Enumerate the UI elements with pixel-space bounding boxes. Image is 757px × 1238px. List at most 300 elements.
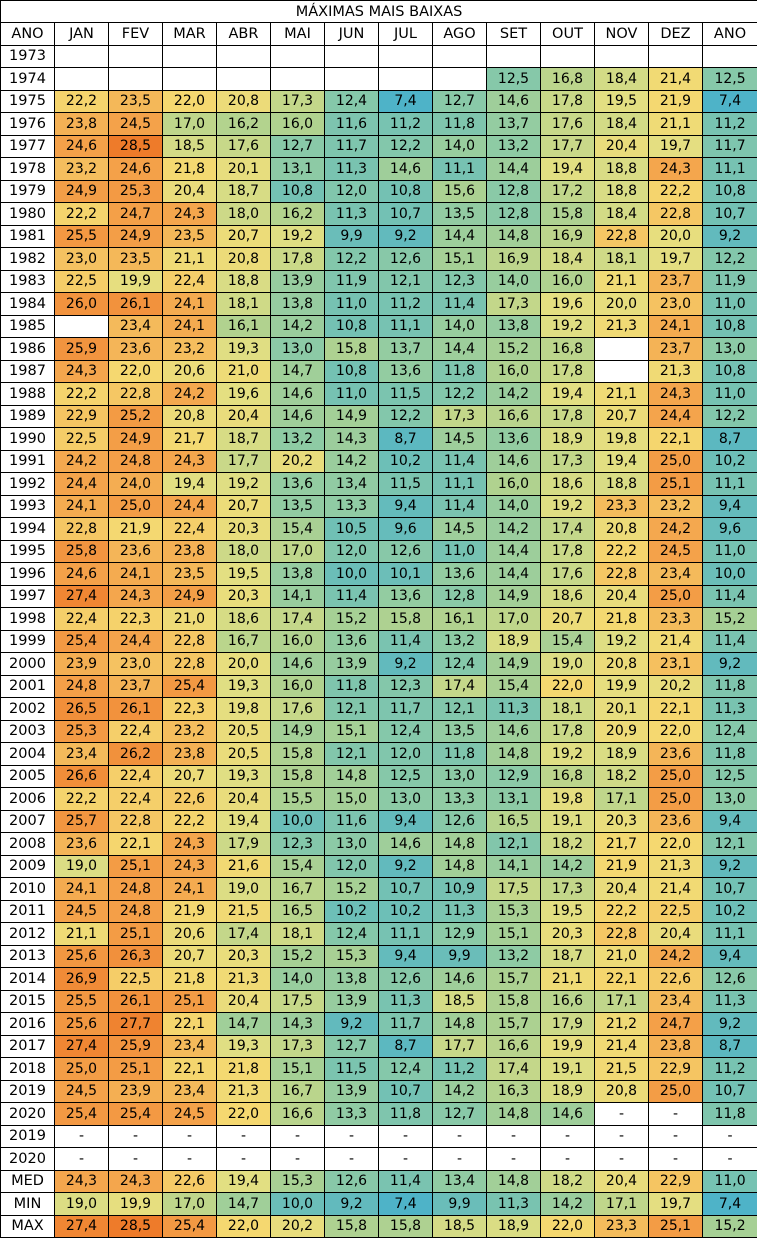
table-cell: 21,2 [595,1013,649,1036]
table-cell: 11,8 [433,113,487,136]
table-cell: 9,2 [379,225,433,248]
table-cell: 9,6 [703,518,757,541]
table-cell: 19,7 [649,248,703,271]
table-cell: 14,6 [433,968,487,991]
table-cell: 25,0 [649,788,703,811]
table-cell: 14,7 [217,1193,271,1216]
row-label: 2008 [1,833,55,856]
table-cell: 12,2 [379,405,433,428]
table-cell: 22,2 [55,788,109,811]
table-cell: 12,1 [325,743,379,766]
table-cell: 15,6 [433,180,487,203]
table-cell: 15,5 [271,788,325,811]
table-cell: 16,7 [271,878,325,901]
table-cell: 21,0 [163,608,217,631]
table-cell: 25,6 [55,945,109,968]
table-cell: 20,5 [217,720,271,743]
table-cell: 25,4 [55,1103,109,1126]
table-cell: 18,8 [595,473,649,496]
table-cell: 11,0 [433,540,487,563]
table-cell: 11,5 [379,383,433,406]
table-cell: 24,3 [163,450,217,473]
table-cell [271,45,325,68]
table-cell: 14,4 [487,158,541,181]
table-cell: 12,7 [433,1103,487,1126]
table-cell: 17,4 [487,1058,541,1081]
table-cell: 9,2 [379,653,433,676]
table-cell [379,68,433,91]
table-cell: 22,2 [163,810,217,833]
table-cell: 26,9 [55,968,109,991]
table-cell: 19,5 [217,563,271,586]
table-cell: 11,8 [433,743,487,766]
table-row [1,653,757,676]
table-cell: 12,1 [433,698,487,721]
table-cell: 18,8 [217,270,271,293]
table-cell: 24,3 [649,158,703,181]
table-cell: 20,3 [541,923,595,946]
table-cell: 24,1 [163,878,217,901]
table-row [1,743,757,766]
table-cell: - [595,1148,649,1171]
table-cell: 18,0 [217,540,271,563]
table-cell: 9,4 [703,945,757,968]
table-cell: 17,9 [217,833,271,856]
row-label: 2001 [1,675,55,698]
table-cell: 22,0 [541,675,595,698]
table-cell: 19,4 [217,1170,271,1193]
table-cell: 23,9 [109,1080,163,1103]
table-row [1,203,757,226]
column-header: DEZ [649,23,703,46]
row-label: MED [1,1170,55,1193]
table-cell: 11,0 [325,383,379,406]
column-header: MAR [163,23,217,46]
table-cell: 12,7 [433,90,487,113]
table-cell: 24,5 [649,540,703,563]
row-label: 1988 [1,383,55,406]
table-cell: 22,2 [55,203,109,226]
table-cell: 22,0 [109,360,163,383]
table-cell: 21,3 [217,1080,271,1103]
table-cell: 28,5 [109,135,163,158]
table-cell: 25,5 [55,225,109,248]
table-cell: 14,8 [487,743,541,766]
table-cell: 13,8 [487,315,541,338]
table-cell: 25,1 [109,923,163,946]
row-label: 1978 [1,158,55,181]
table-cell: 15,8 [271,743,325,766]
table-cell: 15,3 [325,945,379,968]
table-cell: 14,6 [487,90,541,113]
table-cell: 11,8 [703,675,757,698]
row-label: 1984 [1,293,55,316]
table-row [1,675,757,698]
table-cell: 23,0 [649,293,703,316]
table-cell: 12,6 [379,248,433,271]
table-cell [325,45,379,68]
row-label: 2019 [1,1080,55,1103]
table-cell: 12,3 [271,833,325,856]
table-row [1,405,757,428]
table-cell: 18,4 [595,113,649,136]
table-cell: 12,2 [703,405,757,428]
table-cell: 11,0 [703,293,757,316]
table-cell: 23,6 [649,743,703,766]
table-cell: 15,2 [325,608,379,631]
row-label: 2004 [1,743,55,766]
table-cell: 20,8 [595,1080,649,1103]
table-cell: 15,1 [325,720,379,743]
table-cell: 22,4 [109,788,163,811]
table-cell: 17,3 [433,405,487,428]
table-cell: 11,7 [325,135,379,158]
table-cell: 17,1 [595,1193,649,1216]
table-cell: 22,9 [649,1058,703,1081]
table-cell: 18,1 [217,293,271,316]
table-row [1,720,757,743]
table-cell: - [217,1125,271,1148]
table-row [1,315,757,338]
column-header: FEV [109,23,163,46]
table-cell: 14,2 [433,1080,487,1103]
table-cell: 14,9 [271,720,325,743]
column-header: AGO [433,23,487,46]
table-cell: 22,2 [595,540,649,563]
table-cell: 9,2 [703,653,757,676]
column-header: SET [487,23,541,46]
table-cell: 12,5 [379,765,433,788]
table-cell: 23,5 [163,563,217,586]
table-cell: 18,4 [541,248,595,271]
table-cell: 24,3 [163,855,217,878]
table-cell: 23,9 [55,653,109,676]
table-cell: 10,8 [703,315,757,338]
table-cell: 22,8 [649,203,703,226]
table-cell: 10,0 [271,810,325,833]
table-cell: 11,9 [325,270,379,293]
table-cell: 14,7 [271,360,325,383]
table-cell: 9,6 [379,518,433,541]
table-cell: - [379,1125,433,1148]
table-cell: 20,7 [217,225,271,248]
table-cell: 22,0 [541,1215,595,1238]
row-label: 2006 [1,788,55,811]
table-cell: 19,1 [541,1058,595,1081]
table-cell: 21,4 [649,630,703,653]
table-cell [325,68,379,91]
table-cell: 24,3 [649,383,703,406]
table-cell: 25,8 [55,540,109,563]
table-cell: 27,4 [55,1035,109,1058]
table-cell: 13,5 [433,203,487,226]
table-cell: 11,1 [379,923,433,946]
table-cell: 23,4 [163,1035,217,1058]
table-row [1,225,757,248]
table-cell: 25,5 [55,990,109,1013]
table-cell: - [595,1103,649,1126]
table-cell: 16,0 [487,473,541,496]
table-cell: 12,2 [379,135,433,158]
table-cell: 22,5 [109,968,163,991]
row-label: 1990 [1,428,55,451]
table-cell: 17,7 [433,1035,487,1058]
table-cell: 22,8 [595,225,649,248]
table-cell: 22,3 [163,698,217,721]
table-cell: 24,6 [55,135,109,158]
table-cell: 23,2 [163,720,217,743]
table-cell: 19,5 [595,90,649,113]
table-cell: 9,4 [379,945,433,968]
table-cell: 13,3 [325,1103,379,1126]
table-cell: 12,4 [379,720,433,743]
table-row [1,158,757,181]
table-cell: 12,7 [271,135,325,158]
row-label: 2018 [1,1058,55,1081]
table-row [1,608,757,631]
table-cell: 19,2 [217,473,271,496]
table-cell: 17,6 [217,135,271,158]
table-cell: 13,0 [379,788,433,811]
table-cell: 23,6 [55,833,109,856]
table-cell: 16,0 [271,630,325,653]
table-cell: 12,4 [325,90,379,113]
table-cell: 18,6 [217,608,271,631]
table-cell: 15,4 [541,630,595,653]
table-cell: 23,5 [109,90,163,113]
table-cell: 16,3 [487,1080,541,1103]
table-cell: 20,9 [595,720,649,743]
table-cell: 23,2 [163,338,217,361]
table-cell: 19,9 [109,1193,163,1216]
table-cell: 21,1 [595,383,649,406]
table-cell: - [379,1148,433,1171]
table-cell: 16,9 [487,248,541,271]
table-cell: 11,7 [379,1013,433,1036]
table-cell: 22,1 [109,833,163,856]
table-cell: 18,6 [541,473,595,496]
table-cell: 16,7 [217,630,271,653]
table-cell: 12,0 [325,855,379,878]
table-cell: 15,2 [271,945,325,968]
table-cell: 17,3 [487,293,541,316]
table-cell: 12,8 [433,585,487,608]
column-header: NOV [595,23,649,46]
table-cell: 8,7 [703,1035,757,1058]
table-cell: - [109,1148,163,1171]
table-cell: 21,7 [595,833,649,856]
table-cell: 25,1 [649,1215,703,1238]
row-label: 1991 [1,450,55,473]
table-cell: 16,5 [487,810,541,833]
table-cell: 19,7 [649,1193,703,1216]
table-cell: 21,5 [217,900,271,923]
table-cell: 10,7 [379,203,433,226]
table-cell: 10,9 [433,878,487,901]
table-cell: 24,8 [109,450,163,473]
table-cell: 20,7 [163,765,217,788]
table-cell: 20,0 [217,653,271,676]
column-header: JUN [325,23,379,46]
table-cell: 13,9 [271,270,325,293]
row-label: 2002 [1,698,55,721]
table-cell: 11,2 [703,113,757,136]
table-cell: 11,7 [379,698,433,721]
table-cell: 22,0 [649,833,703,856]
table-cell: 14,6 [487,450,541,473]
table-cell: 14,2 [325,450,379,473]
table-cell: 24,5 [55,1080,109,1103]
table-cell: 17,4 [433,675,487,698]
table-cell: 17,6 [541,113,595,136]
table-cell: 20,3 [217,585,271,608]
table-cell: 12,0 [325,180,379,203]
table-cell: - [217,1148,271,1171]
table-cell: 15,7 [487,968,541,991]
table-cell: 15,1 [271,1058,325,1081]
column-header: MAI [271,23,325,46]
table-cell: 23,6 [649,810,703,833]
table-cell: 11,6 [325,113,379,136]
row-label: 2011 [1,900,55,923]
row-label: 2009 [1,855,55,878]
table-cell: 23,8 [163,540,217,563]
table-cell: 15,8 [325,1215,379,1238]
table-cell [109,68,163,91]
table-cell: 22,8 [163,653,217,676]
table-cell: 13,2 [433,630,487,653]
table-cell: 17,4 [271,608,325,631]
table-cell: 13,2 [487,945,541,968]
table-cell: 16,7 [271,1080,325,1103]
table-cell: 23,4 [109,315,163,338]
table-cell: 13,6 [379,585,433,608]
table-cell: 22,0 [217,1103,271,1126]
table-cell: 25,7 [55,810,109,833]
table-cell: 14,7 [217,1013,271,1036]
table-cell: 19,2 [595,630,649,653]
table-cell: 24,1 [55,495,109,518]
table-cell: 18,1 [595,248,649,271]
table-cell: 12,9 [487,765,541,788]
table-cell [217,68,271,91]
table-cell: 17,8 [541,540,595,563]
table-cell: 13,8 [271,293,325,316]
table-cell: 7,4 [379,1193,433,1216]
table-row [1,1170,757,1193]
table-cell: 18,8 [595,158,649,181]
table-cell [649,45,703,68]
table-row [1,1103,757,1126]
table-cell: 23,4 [163,1080,217,1103]
row-label: 2020 [1,1103,55,1126]
table-cell: 16,0 [271,113,325,136]
table-cell: 22,1 [649,698,703,721]
table-cell: 14,3 [271,1013,325,1036]
table-cell: 17,3 [271,90,325,113]
table-cell: 24,6 [55,563,109,586]
table-cell: 17,0 [163,113,217,136]
table-cell: 15,2 [487,338,541,361]
table-cell: 8,7 [703,428,757,451]
table-cell: 18,2 [595,765,649,788]
row-label: 1997 [1,585,55,608]
table-cell: 19,4 [163,473,217,496]
table-cell: 26,6 [55,765,109,788]
table-cell: 15,2 [703,608,757,631]
table-cell: 22,0 [163,90,217,113]
table-cell [55,45,109,68]
table-cell: 18,5 [433,990,487,1013]
table-cell: 18,9 [541,428,595,451]
table-cell: 13,7 [487,113,541,136]
table-cell: - [55,1148,109,1171]
table-cell: 13,6 [433,563,487,586]
table-cell: 15,1 [487,923,541,946]
table-cell: 25,4 [163,675,217,698]
table-cell: 10,2 [703,900,757,923]
table-cell: 12,1 [325,698,379,721]
table-cell: 18,6 [541,585,595,608]
table-cell [433,68,487,91]
table-cell: 13,3 [325,495,379,518]
table-cell: - [109,1125,163,1148]
row-label: 1973 [1,45,55,68]
table-cell: 21,1 [163,248,217,271]
table-cell: 12,4 [325,923,379,946]
table-cell: 7,4 [379,90,433,113]
table-cell: 19,2 [271,225,325,248]
table-cell: 20,4 [595,135,649,158]
table-cell: 14,4 [487,540,541,563]
table-cell: 23,1 [649,653,703,676]
table-cell: 19,1 [541,810,595,833]
table-cell: 22,5 [55,428,109,451]
table-cell: 23,7 [649,270,703,293]
table-cell: 11,7 [703,135,757,158]
table-cell [595,360,649,383]
table-cell: 12,0 [325,540,379,563]
table-cell: 23,7 [109,675,163,698]
table-cell: - [433,1125,487,1148]
table-cell: 19,4 [541,383,595,406]
table-cell: 17,8 [271,248,325,271]
table-cell: 14,8 [433,833,487,856]
table-cell: 18,1 [541,698,595,721]
table-cell: 24,2 [649,945,703,968]
table-cell: 12,5 [703,765,757,788]
table-cell: 11,3 [487,1193,541,1216]
table-cell: 13,9 [325,653,379,676]
table-cell: 12,9 [433,923,487,946]
table-cell: 20,6 [163,360,217,383]
table-cell: 21,3 [595,315,649,338]
table-cell: 14,9 [325,405,379,428]
table-cell: 20,7 [595,405,649,428]
table-cell: 11,5 [379,473,433,496]
table-cell: 22,8 [109,810,163,833]
table-cell: 23,2 [55,158,109,181]
table-cell [271,68,325,91]
table-cell: 14,2 [541,1193,595,1216]
table-cell: 22,2 [649,180,703,203]
table-cell: 12,8 [487,203,541,226]
table-cell: 13,9 [325,1080,379,1103]
table-cell: 12,6 [325,1170,379,1193]
table-cell: 16,2 [217,113,271,136]
table-cell: 18,7 [541,945,595,968]
table-cell: 10,2 [379,450,433,473]
